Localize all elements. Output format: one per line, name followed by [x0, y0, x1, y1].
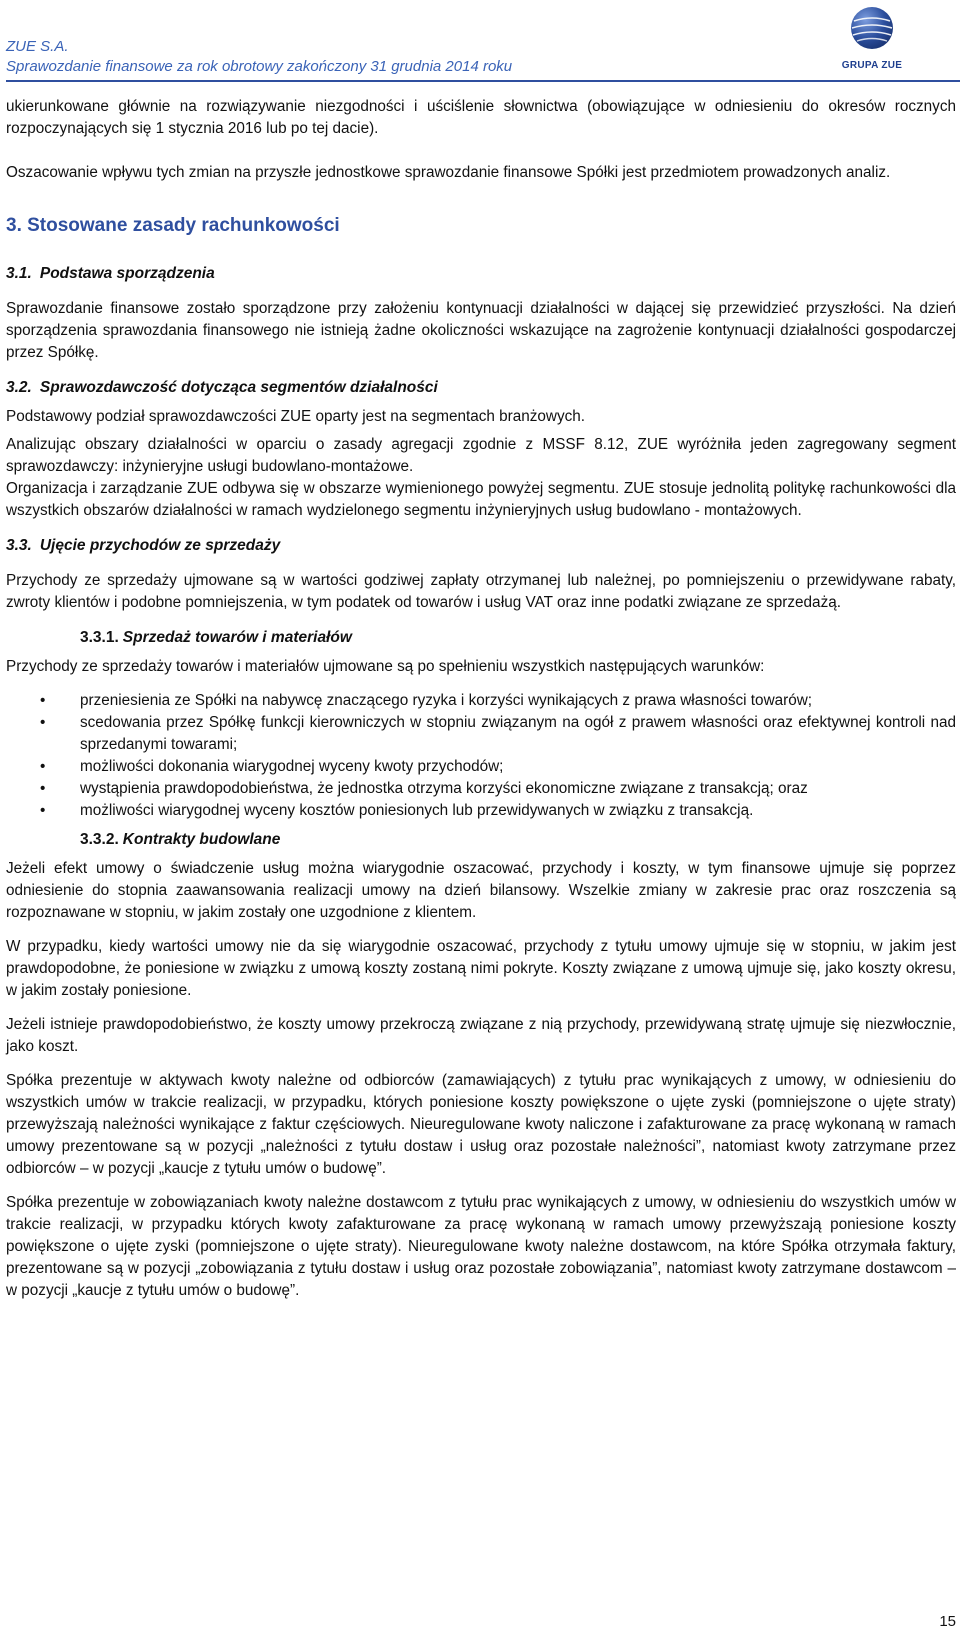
- heading-number: 3.3.1.: [80, 629, 119, 646]
- paragraph-3-2-a: Podstawowy podział sprawozdawczości ZUE oparty jest na segmentach branżowych.: [6, 408, 586, 425]
- paragraph-3-3-2-a: Jeżeli efekt umowy o świadczenie usług można wiarygodnie oszacować, przychody i koszty, w tym finansowe ujmuje się poprzez odniesienie do stopnia zaawansowania realizacji umowy na dzień bilansowy. Wszelkie zmiany w zakresie prac oraz roszczenia są rozpoznawane w stopniu, w jakim zostały one uzgodnione z klientem.: [6, 860, 956, 921]
- company-logo: [836, 6, 908, 74]
- report-title: Sprawozdanie finansowe za rok obrotowy zakończony 31 grudnia 2014 roku: [6, 58, 513, 75]
- subsection-heading-3-1: [6, 262, 956, 286]
- paragraph-3-2-c: Organizacja i zarządzanie ZUE odbywa się w obszarze wymienionego powyżej segmentu. ZUE stosuje jednolitą politykę rachunkowości dla wszystkich obszarów działalności w ramach wydzielonego segmentu inżynieryjnych usług budowlano - montażowych.: [6, 480, 956, 519]
- subsection-heading-3-2: [6, 376, 956, 400]
- heading-number: 3.3.: [6, 537, 32, 554]
- conditions-list: [6, 690, 956, 822]
- paragraph-3-1: Sprawozdanie finansowe zostało sporządzone przy założeniu kontynuacji działalności w dającej się przewidzieć przyszłości. Na dzień sporządzenia sprawozdania finansowego nie istnieją żadne okoliczności wskazujące na zagrożenie kontynuacji działalności gospodarczej przez Spółkę.: [6, 300, 956, 361]
- heading-title: Ujęcie przychodów ze sprzedaży: [39, 537, 281, 554]
- list-item: • możliwości wiarygodnej wyceny kosztów poniesionych lub przewidywanych w związku z transakcją.: [6, 800, 956, 822]
- list-item: • możliwości dokonania wiarygodnej wyceny kwoty przychodów;: [6, 756, 956, 778]
- company-name: ZUE S.A.: [6, 38, 69, 55]
- heading-number: 3.3.2.: [80, 831, 119, 848]
- paragraph-intro: ukierunkowane głównie na rozwiązywanie niezgodności i uściślenie słownictwa (obowiązujące w odniesieniu do okresów rocznych rozpoczynających się 1 stycznia 2016 lub po tej dacie).: [6, 98, 956, 137]
- list-item: • scedowania przez Spółkę funkcji kierowniczych w stopniu związanym na ogół z prawem własności oraz efektywnej kontroli nad sprzedanymi towarami;: [6, 712, 956, 756]
- paragraph-3-3: Przychody ze sprzedaży ujmowane są w wartości godziwej zapłaty otrzymanej lub należnej, po pomniejszeniu o przewidywane rabaty, zwroty klientów i podobne pomniejszenia, w tym podatek od towarów i usług VAT oraz inne podatki związane ze sprzedażą.: [6, 572, 956, 611]
- list-item: • wystąpienia prawdopodobieństwa, że jednostka otrzyma korzyści ekonomiczne związane z transakcją; oraz: [6, 778, 956, 800]
- document-body: [6, 96, 956, 1302]
- page-header: [0, 0, 960, 80]
- heading-number: 3.1.: [6, 265, 32, 282]
- paragraph-3-3-1: Przychody ze sprzedaży towarów i materiałów ujmowane są po spełnieniu wszystkich następujących warunków:: [6, 658, 765, 675]
- header-rule: [6, 80, 960, 82]
- paragraph-estimate: Oszacowanie wpływu tych zmian na przyszłe jednostkowe sprawozdanie finansowe Spółki jest przedmiotem prowadzonych analiz.: [6, 164, 891, 181]
- heading-title: Sprzedaż towarów i materiałów: [122, 629, 352, 646]
- paragraph-3-2-b: Analizując obszary działalności w oparciu o zasady agregacji zgodnie z MSSF 8.12, ZUE wyróżniła jeden zagregowany segment sprawozdawczy: inżynieryjne usługi budowlano-montażowe.: [6, 436, 956, 475]
- subsection-heading-3-3-1: [80, 626, 956, 650]
- list-item: • przeniesienia ze Spółki na nabywcę znaczącego ryzyka i korzyści wynikających z prawa własności towarów;: [6, 690, 956, 712]
- heading-number: 3.2.: [6, 379, 32, 396]
- page-number: 15: [939, 1613, 956, 1630]
- heading-title: Sprawozdawczość dotycząca segmentów działalności: [39, 379, 438, 396]
- section-heading: 3. Stosowane zasady rachunkowości: [6, 215, 340, 236]
- paragraph-3-3-2-e: Spółka prezentuje w zobowiązaniach kwoty należne dostawcom z tytułu prac wynikających z umowy, w odniesieniu do wszystkich umów w trakcie realizacji, w przypadku których kwoty zafakturowane za pracę wykonaną w ramach umowy przewyższają poniesione koszty powiększone o ujęte zyski (pomniejszone o ujęte straty). Nieuregulowane kwoty należne dostawcom, na które Spółka otrzymała faktury, prezentowane są w pozycji „zobowiązania z tytułu dostaw i usług oraz pozostałe zobowiązania”, natomiast kwoty zatrzymane dostawcom – w pozycji „kaucje z tytułu umów o budowę”.: [6, 1194, 956, 1299]
- paragraph-3-3-2-c: Jeżeli istnieje prawdopodobieństwo, że koszty umowy przekroczą związane z nią przychody, przewidywaną stratę ujmuje się niezwłocznie, jako koszt.: [6, 1016, 956, 1055]
- heading-title: Podstawa sporządzenia: [39, 265, 215, 282]
- globe-logo-icon: [850, 6, 894, 50]
- logo-text: GRUPA ZUE: [841, 60, 903, 71]
- paragraph-3-3-2-b: W przypadku, kiedy wartości umowy nie da się wiarygodnie oszacować, przychody z tytułu umowy ujmuje się w stopniu, w jakim jest prawdopodobne, że poniesione w związku z umową koszty zostaną nimi pokryte. Koszty związane z umową ujmuje się, jako koszty okresu, w jakim zostały poniesione.: [6, 938, 956, 999]
- heading-title: Kontrakty budowlane: [122, 831, 281, 848]
- subsection-heading-3-3-2: [80, 828, 956, 852]
- paragraph-3-3-2-d: Spółka prezentuje w aktywach kwoty należne od odbiorców (zamawiających) z tytułu prac wynikających z umowy, w odniesieniu do wszystkich umów w trakcie realizacji, w przypadku, których poniesione koszty powiększone o ujęte zyski (pomniejszone o ujęte straty) przewyższają należności wynikające z faktur częściowych. Nieuregulowane kwoty naliczone i zafakturowane za pracę wykonaną w ramach umowy prezentowane są w pozycji „należności z tytułu dostaw i usług oraz pozostałe należności”, natomiast kwoty zatrzymane przez odbiorców – w pozycji „kaucje z tytułu umów o budowę”.: [6, 1072, 956, 1177]
- subsection-heading-3-3: [6, 534, 956, 558]
